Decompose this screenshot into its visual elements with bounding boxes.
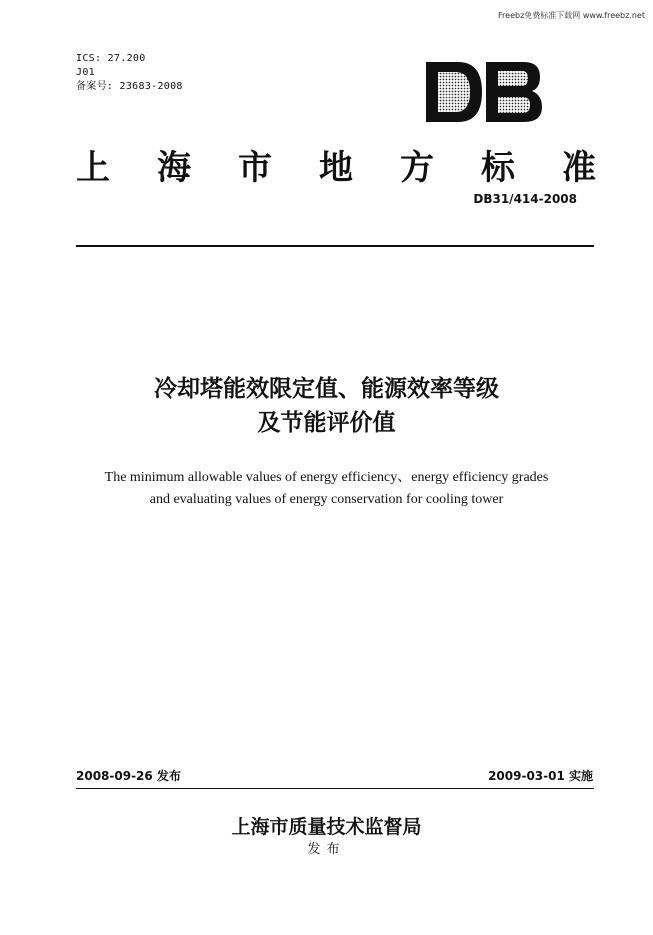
standard-type-heading [76,140,596,189]
issuing-authority: 上海市质量技术监督局 [231,816,422,838]
title-cn-line1: 冷却塔能效限定值、能源效率等级 [154,375,499,402]
title-en-line1: The minimum allowable values of energy efficiency、energy efficiency grades [104,470,549,485]
issue-label: 发布 [307,842,346,857]
header-divider [76,245,594,247]
standard-type-char: 市 [238,148,272,188]
classification-code: J01 [76,67,95,78]
implement-date: 2009-03-01 实施 [488,769,593,783]
standard-type-char: 上 [76,148,110,188]
watermark: Freebz免费标准下载网 www.freebz.net [498,11,645,20]
standard-type-char: 方 [400,148,434,188]
ics-code: ICS: 27.200 [76,53,146,64]
footer-divider [76,788,594,789]
record-number: 备案号: 23683-2008 [76,81,183,92]
title-cn-line2: 及节能评价值 [257,409,396,436]
title-en-line2: and evaluating values of energy conservation for cooling tower [149,492,504,507]
db-logo [424,60,544,124]
standard-code: DB31/414-2008 [473,192,577,206]
standard-type-char: 准 [562,148,596,188]
standard-type-char: 标 [481,148,515,188]
standard-type-char: 海 [157,148,191,188]
issue-date: 2008-09-26 发布 [76,769,181,783]
standard-type-char: 地 [319,148,353,188]
